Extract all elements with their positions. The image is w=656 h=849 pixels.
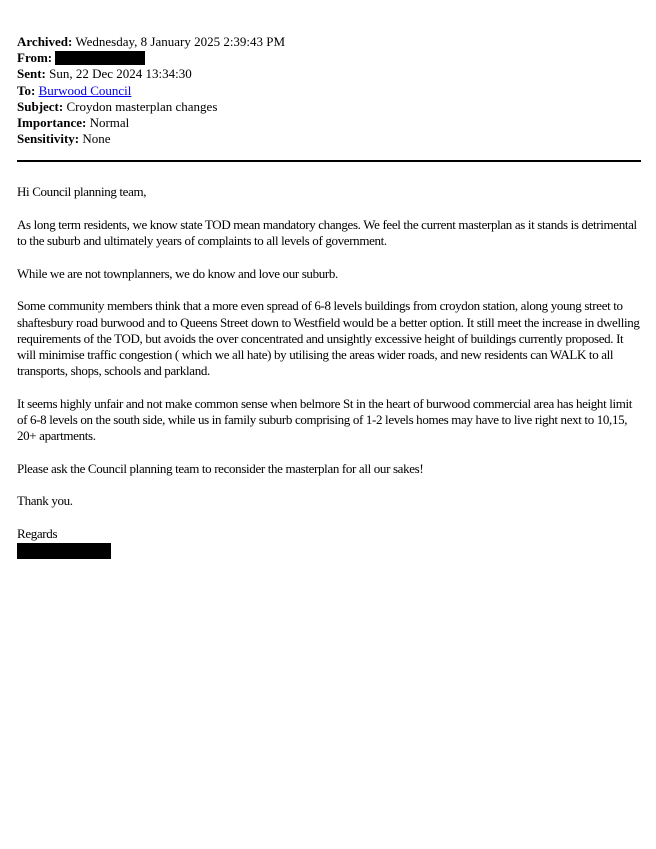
subject-value: Croydon masterplan changes xyxy=(66,98,218,114)
header-divider xyxy=(17,160,641,162)
email-body xyxy=(17,184,641,559)
importance-label: Importance: xyxy=(17,115,87,131)
body-paragraph-5: Please ask the Council planning team to reconsider the masterplan for all our sakes! xyxy=(17,460,424,476)
to-row xyxy=(17,83,640,99)
body-paragraph-4: It seems highly unfair and not make common sense when belmore St in the heart of burwood commercial area has height limit of 6-8 levels on the south side, while us in family suburb comprising of 1-2 levels homes may have to live right next to 10,15, 20+ apartments. xyxy=(17,395,633,444)
archived-value: Wednesday, 8 January 2025 2:39:43 PM xyxy=(75,34,286,49)
from-label: From: xyxy=(17,50,53,66)
sent-label: Sent: xyxy=(17,66,46,82)
redacted-sender xyxy=(55,51,145,65)
body-paragraph-3: Some community members think that a more even spread of 6-8 levels buildings from croydon station, along young street to shaftesbury road burwood and to Queens Street down to Westfield would be a better option. It still meet the increase in dwelling requirements of the TOD, but avoids the over concentrated and unsightly excessive height of buildings currently proposed. It will minimise traffic congestion ( which we all hate) by utilising the areas wider roads, and new residents can WALK to all transports, shops, schools and parkland. xyxy=(17,298,640,379)
to-label: To: xyxy=(17,82,36,98)
regards-line: Regards xyxy=(17,526,58,541)
sensitivity-row xyxy=(17,131,640,147)
archived-label: Archived: xyxy=(17,34,73,49)
importance-value: Normal xyxy=(89,115,130,131)
sent-row xyxy=(17,66,640,82)
archived-row xyxy=(17,34,640,50)
importance-row xyxy=(17,115,640,131)
from-row xyxy=(17,50,640,66)
redacted-signature xyxy=(17,543,111,559)
email-header xyxy=(17,34,640,147)
thanks-line: Thank you. xyxy=(17,493,73,509)
to-recipient-link[interactable]: Burwood Council xyxy=(38,82,132,98)
sent-value: Sun, 22 Dec 2024 13:34:30 xyxy=(49,66,192,82)
body-paragraph-2: While we are not townplanners, we do know and love our suburb. xyxy=(17,265,338,281)
subject-label: Subject: xyxy=(17,98,64,114)
sensitivity-value: None xyxy=(82,131,111,147)
subject-row xyxy=(17,99,640,115)
greeting: Hi Council planning team, xyxy=(17,184,147,200)
sensitivity-label: Sensitivity: xyxy=(17,131,80,147)
body-paragraph-1: As long term residents, we know state TOD mean mandatory changes. We feel the current masterplan as it stands is detrimental to the suburb and ultimately years of complaints to all levels of government. xyxy=(17,217,637,249)
